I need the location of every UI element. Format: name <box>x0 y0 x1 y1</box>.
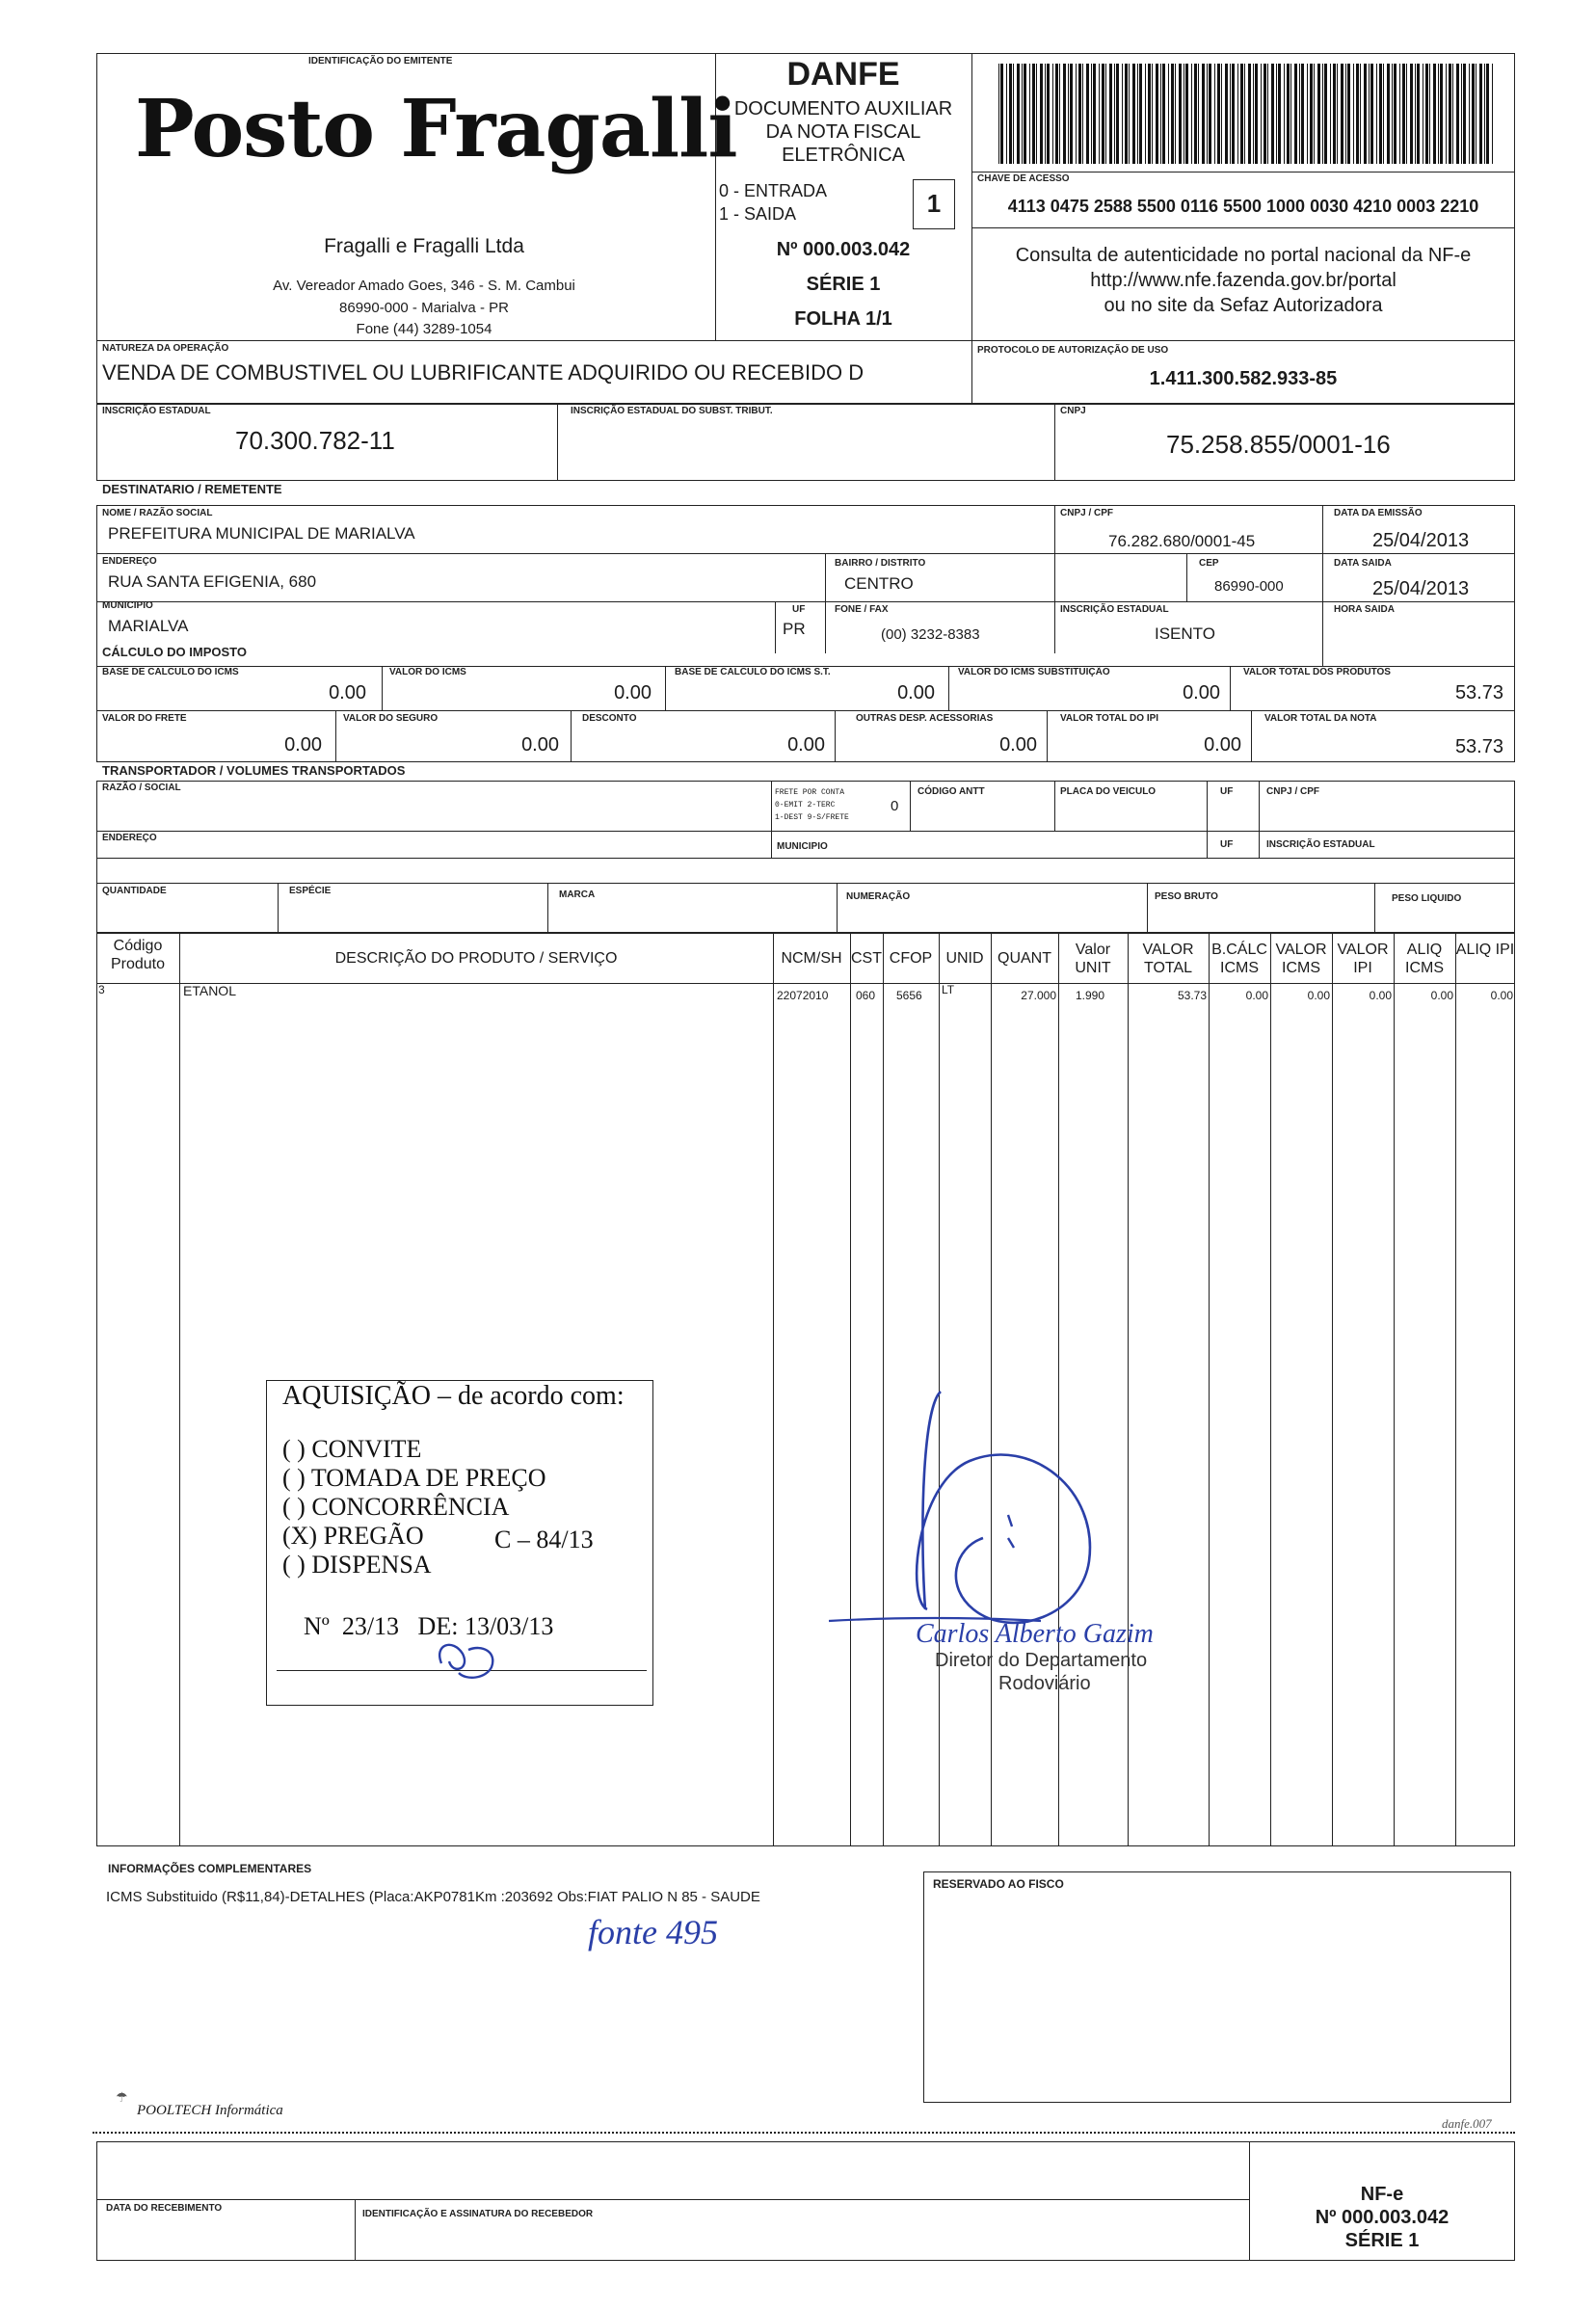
danfe-entrada: 0 - ENTRADA <box>719 181 828 200</box>
barcode-bar <box>1287 64 1290 164</box>
th-descricao: DESCRIÇÃO DO PRODUTO / SERVIÇO <box>334 950 618 967</box>
pooltech: POOLTECH Informática <box>137 2103 283 2118</box>
barcode-bar <box>1070 64 1073 164</box>
uf-value: PR <box>783 620 806 638</box>
th-quant: QUANT <box>998 950 1051 967</box>
barcode-bar <box>1255 64 1258 164</box>
barcode-bar <box>1379 64 1382 164</box>
barcode-bar <box>1415 64 1416 164</box>
barcode-bar <box>1248 64 1251 164</box>
barcode-bar <box>1091 64 1092 164</box>
barcode-bar <box>1472 64 1475 164</box>
barcode-bar <box>998 64 999 164</box>
protocolo-value: 1.411.300.582.933-85 <box>1149 368 1338 389</box>
barcode-bar <box>1040 64 1043 164</box>
danfe-subtitle-2: DA NOTA FISCAL <box>765 121 921 143</box>
consulta-3: ou no site da Sefaz Autorizadora <box>1104 295 1383 316</box>
bc-st-value: 0.00 <box>897 682 935 703</box>
cell-valor-icms: 0.00 <box>1307 989 1330 1002</box>
barcode-bar <box>1244 64 1245 164</box>
table-column-divider <box>1455 933 1456 1846</box>
bairro-value: CENTRO <box>844 574 914 593</box>
peso-bruto-label: PESO BRUTO <box>1155 891 1218 902</box>
barcode-bar <box>1387 64 1390 164</box>
endereco-value: RUA SANTA EFIGENIA, 680 <box>108 572 317 591</box>
barcode-bar <box>1392 64 1393 164</box>
signature-scribble <box>819 1368 1137 1658</box>
danfe-tipo-box: 1 <box>913 179 955 229</box>
barcode-bar <box>1253 64 1254 164</box>
barcode-bar <box>1276 64 1277 164</box>
cep-value: 86990-000 <box>1214 578 1284 595</box>
barcode-bar <box>1230 64 1231 164</box>
recebimento-label: DATA DO RECEBIMENTO <box>106 2203 223 2214</box>
barcode-bar <box>1086 64 1089 164</box>
especie-label: ESPÉCIE <box>289 886 332 896</box>
nome-value: PREFEITURA MUNICIPAL DE MARIALVA <box>108 524 415 543</box>
barcode-bar <box>1369 64 1370 164</box>
barcode-bar <box>1029 64 1030 164</box>
cell-ncm: 22072010 <box>777 989 829 1002</box>
barcode-bar <box>1052 64 1053 164</box>
th-codigo: Código Produto <box>110 938 166 972</box>
bairro-label: BAIRRO / DISTRITO <box>835 558 926 569</box>
barcode-bar <box>1324 64 1327 164</box>
barcode-bar <box>1271 64 1274 164</box>
transp-uf-label: UF <box>1220 786 1234 797</box>
marca-label: MARCA <box>559 889 596 900</box>
peso-liquido-label: PESO LIQUIDO <box>1392 893 1462 904</box>
th-cfop: CFOP <box>889 950 933 967</box>
barcode-bar <box>1214 64 1215 164</box>
barcode-bar <box>1452 64 1453 164</box>
stamp-pregao-num: C – 84/13 <box>494 1526 594 1553</box>
imposto-section: CÁLCULO DO IMPOSTO <box>102 645 247 659</box>
emitente-endereco: Av. Vereador Amado Goes, 346 - S. M. Cambui <box>273 278 575 294</box>
icms-label: VALOR DO ICMS <box>389 667 466 677</box>
bc-icms-value: 0.00 <box>329 682 366 703</box>
recibo-numero: Nº 000.003.042 <box>1315 2207 1450 2228</box>
barcode-bar <box>1364 64 1367 164</box>
natureza-value: VENDA DE COMBUSTIVEL OU LUBRIFICANTE ADQUIRIDO OU RECEBIDO D <box>102 360 864 385</box>
th-aliq-ipi: ALIQ IPI <box>1455 942 1515 958</box>
barcode-bar <box>1307 64 1308 164</box>
barcode-bar <box>1099 64 1100 164</box>
info-handwritten: fonte 495 <box>588 1913 718 1951</box>
barcode-bar <box>1198 64 1199 164</box>
barcode-bar <box>1221 64 1222 164</box>
barcode-bar <box>1449 64 1451 164</box>
th-aliq-icms: ALIQ ICMS <box>1405 942 1444 976</box>
nome-label: NOME / RAZÃO SOCIAL <box>102 508 213 518</box>
barcode-bar <box>1171 64 1174 164</box>
ipi-label: VALOR TOTAL DO IPI <box>1060 713 1159 724</box>
barcode-bar <box>1217 64 1220 164</box>
signature-name: Carlos Alberto Gazim <box>916 1619 1154 1649</box>
fone-value: (00) 3232-8383 <box>881 626 980 643</box>
transp-uf2-label: UF <box>1220 839 1234 850</box>
total-nota-label: VALOR TOTAL DA NOTA <box>1264 713 1377 724</box>
barcode-bar <box>1036 64 1037 164</box>
barcode-bar <box>1290 64 1291 164</box>
transp-endereco-label: ENDEREÇO <box>102 833 157 843</box>
barcode-bar <box>1017 64 1020 164</box>
cnpj-label: CNPJ <box>1060 406 1086 416</box>
transp-cnpj-label: CNPJ / CPF <box>1266 786 1320 797</box>
barcode-bar <box>1045 64 1046 164</box>
cnpj-value: 75.258.855/0001-16 <box>1166 430 1391 459</box>
cell-quant: 27.000 <box>1021 989 1056 1002</box>
emitente-fone: Fone (44) 3289-1054 <box>356 321 492 337</box>
barcode-bar <box>1202 64 1205 164</box>
th-valor-ipi: VALOR IPI <box>1337 942 1389 976</box>
stamp-concorrencia: ( ) CONCORRÊNCIA <box>282 1493 510 1521</box>
barcode-bar <box>1322 64 1323 164</box>
danfe-subtitle-3: ELETRÔNICA <box>782 145 905 166</box>
info-label: INFORMAÇÕES COMPLEMENTARES <box>108 1862 312 1875</box>
destinatario-section: DESTINATARIO / REMETENTE <box>102 482 282 496</box>
table-column-divider <box>1270 933 1271 1846</box>
barcode-bar <box>1261 64 1262 164</box>
barcode-bar <box>1114 64 1115 164</box>
barcode-bar <box>1479 64 1482 164</box>
frete-value: 0.00 <box>284 734 322 756</box>
barcode-bar <box>1175 64 1176 164</box>
municipio-label: MUNICIPIO <box>102 600 153 611</box>
hora-label: HORA SAIDA <box>1334 604 1395 615</box>
barcode-bar <box>1237 64 1238 164</box>
danfe-title: DANFE <box>786 56 900 93</box>
barcode-bar <box>1406 64 1407 164</box>
frete-conta-l1: FRETE POR CONTA <box>775 788 845 797</box>
cell-cst: 060 <box>856 989 876 1002</box>
th-unid: UNID <box>945 950 984 967</box>
cell-descricao: ETANOL <box>183 983 236 998</box>
emitente-cidade: 86990-000 - Marialva - PR <box>339 300 509 316</box>
barcode-bar <box>1063 64 1066 164</box>
assinatura-label: IDENTIFICAÇÃO E ASSINATURA DO RECEBEDOR <box>362 2209 594 2219</box>
natureza-label: NATUREZA DA OPERAÇÃO <box>102 343 229 354</box>
barcode-bar <box>1191 64 1192 164</box>
th-bcalc-icms: B.CÁLC ICMS <box>1211 942 1267 976</box>
barcode-bar <box>1179 64 1182 164</box>
bc-st-label: BASE DE CALCULO DO ICMS S.T. <box>675 667 831 677</box>
cell-valor-unit: 1.990 <box>1075 989 1104 1002</box>
barcode-bar <box>1055 64 1058 164</box>
table-column-divider <box>1332 933 1333 1846</box>
danfe-code: danfe.007 <box>1442 2116 1492 2131</box>
danfe-numero: Nº 000.003.042 <box>776 239 911 260</box>
barcode-bar <box>1162 64 1165 164</box>
bc-icms-label: BASE DE CALCULO DO ICMS <box>102 667 239 677</box>
barcode-bar <box>1013 64 1014 164</box>
barcode-bar <box>1402 64 1405 164</box>
recibo-serie: SÉRIE 1 <box>1344 2230 1420 2251</box>
barcode-bar <box>1009 64 1012 164</box>
barcode-bar <box>1078 64 1081 164</box>
barcode-bar <box>1209 64 1211 164</box>
cell-bcalc-icms: 0.00 <box>1245 989 1268 1002</box>
barcode-bar <box>1461 64 1462 164</box>
antt-label: CÓDIGO ANTT <box>918 786 985 797</box>
emitente-razao: Fragalli e Fragalli Ltda <box>324 235 524 257</box>
ie-value: 70.300.782-11 <box>235 426 395 455</box>
fisco-label: RESERVADO AO FISCO <box>933 1877 1064 1891</box>
outras-label: OUTRAS DESP. ACESSORIAS <box>856 713 994 724</box>
barcode-bar <box>1333 64 1336 164</box>
barcode-bar <box>1000 64 1003 164</box>
rubric-mark <box>424 1625 511 1683</box>
barcode-bar <box>1024 64 1026 164</box>
signature-role2: Rodoviário <box>998 1673 1091 1694</box>
barcode-bar <box>1129 64 1130 164</box>
emissao-value: 25/04/2013 <box>1372 530 1470 551</box>
transp-ie-label: INSCRIÇÃO ESTADUAL <box>1266 839 1375 850</box>
transportador-section: TRANSPORTADOR / VOLUMES TRANSPORTADOS <box>102 763 406 778</box>
cell-aliq-ipi: 0.00 <box>1490 989 1513 1002</box>
pooltech-icon: ☂ <box>116 2089 128 2105</box>
ie-label: INSCRIÇÃO ESTADUAL <box>102 406 211 416</box>
numeracao-label: NUMERAÇÃO <box>846 891 911 902</box>
barcode-bar <box>1492 64 1493 164</box>
barcode-bar <box>1145 64 1146 164</box>
stamp-pregao: (X) PREGÃO <box>282 1522 424 1550</box>
emitente-label: IDENTIFICAÇÃO DO EMITENTE <box>308 56 453 66</box>
saida-value: 25/04/2013 <box>1372 578 1470 599</box>
table-column-divider <box>773 933 774 1846</box>
barcode-bar <box>1139 64 1142 164</box>
barcode-bar <box>1353 64 1354 164</box>
ie-st-label: INSCRIÇÃO ESTADUAL DO SUBST. TRIBUT. <box>571 406 773 416</box>
barcode-bar <box>1105 64 1106 164</box>
danfe-saida: 1 - SAIDA <box>719 204 797 224</box>
barcode-bar <box>1383 64 1384 164</box>
th-ncm: NCM/SH <box>781 950 842 967</box>
cell-cfop: 5656 <box>896 989 922 1002</box>
barcode-bar <box>1267 64 1268 164</box>
barcode-bar <box>1301 64 1304 164</box>
frete-conta-l2: 0-EMIT 2-TERC <box>775 801 836 809</box>
fisco-box <box>923 1871 1511 2103</box>
seguro-value: 0.00 <box>521 734 559 756</box>
dest-cnpj-value: 76.282.680/0001-45 <box>1108 532 1256 550</box>
barcode-bar <box>1185 64 1188 164</box>
barcode-bar <box>1194 64 1197 164</box>
chave-value: 4113 0475 2588 5500 0116 5500 1000 0030 4210 0003 2210 <box>1007 197 1479 216</box>
endereco-label: ENDEREÇO <box>102 556 157 567</box>
th-valor-unit: Valor UNIT <box>1075 942 1111 976</box>
barcode-bar <box>1330 64 1331 164</box>
barcode-bar <box>1125 64 1128 164</box>
th-valor-total: VALOR TOTAL <box>1142 942 1194 976</box>
barcode-bar <box>1225 64 1228 164</box>
ipi-value: 0.00 <box>1204 734 1241 756</box>
barcode-bar <box>1425 64 1428 164</box>
table-column-divider <box>179 933 180 1846</box>
barcode-bar <box>1093 64 1096 164</box>
consulta-2: http://www.nfe.fazenda.gov.br/portal <box>1090 270 1396 291</box>
frete-label: VALOR DO FRETE <box>102 713 187 724</box>
stamp-tomada: ( ) TOMADA DE PREÇO <box>282 1464 546 1492</box>
cell-codigo: 3 <box>98 983 105 996</box>
barcode-bar <box>1345 64 1346 164</box>
barcode-bar <box>1337 64 1338 164</box>
barcode-bar <box>1152 64 1153 164</box>
barcode-bar <box>1299 64 1300 164</box>
desconto-label: DESCONTO <box>582 713 637 724</box>
barcode-bar <box>1456 64 1459 164</box>
barcode-bar <box>1047 64 1050 164</box>
barcode-bar <box>1446 64 1447 164</box>
dest-ie-value: ISENTO <box>1155 624 1215 643</box>
cell-unid: LT <box>942 983 955 996</box>
icms-st-label: VALOR DO ICMS SUBSTITUIÇÃO <box>958 667 1110 677</box>
stamp-dispensa: ( ) DISPENSA <box>282 1551 432 1579</box>
barcode-bar <box>1137 64 1138 164</box>
emissao-label: DATA DA EMISSÃO <box>1334 508 1423 518</box>
th-valor-icms: VALOR ICMS <box>1275 942 1327 976</box>
seguro-label: VALOR DO SEGURO <box>343 713 439 724</box>
barcode-bar <box>1264 64 1266 164</box>
icms-value: 0.00 <box>614 682 652 703</box>
barcode-bar <box>1207 64 1208 164</box>
barcode-bar <box>1310 64 1313 164</box>
table-column-divider <box>1394 933 1395 1846</box>
frete-conta-value: 0 <box>891 798 899 814</box>
frete-conta-l3: 1-DEST 9-S/FRETE <box>775 813 849 822</box>
barcode-bar <box>1116 64 1119 164</box>
total-nota-value: 53.73 <box>1454 736 1503 757</box>
th-cst: CST <box>851 950 882 967</box>
barcode-bar <box>1278 64 1281 164</box>
stamp-convite: ( ) CONVITE <box>282 1435 422 1463</box>
barcode-bar <box>1438 64 1439 164</box>
barcode-bar <box>1102 64 1104 164</box>
protocolo-label: PROTOCOLO DE AUTORIZAÇÃO DE USO <box>977 345 1169 356</box>
barcode <box>998 64 1494 164</box>
barcode-bar <box>1059 64 1060 164</box>
barcode-bar <box>1068 64 1069 164</box>
barcode-bar <box>1317 64 1320 164</box>
barcode-bar <box>1109 64 1112 164</box>
table-column-divider <box>1209 933 1210 1846</box>
uf-label: UF <box>792 604 806 615</box>
barcode-bar <box>1341 64 1343 164</box>
barcode-bar <box>1082 64 1083 164</box>
cep-label: CEP <box>1199 558 1219 569</box>
barcode-bar <box>1032 64 1035 164</box>
fone-label: FONE / FAX <box>835 604 889 615</box>
cell-valor-total: 53.73 <box>1177 989 1207 1002</box>
barcode-bar <box>1168 64 1169 164</box>
consulta-1: Consulta de autenticidade no portal nacional da NF-e <box>1015 245 1472 266</box>
barcode-bar <box>1484 64 1485 164</box>
icms-st-value: 0.00 <box>1183 682 1220 703</box>
info-text: ICMS Substituido (R$11,84)-DETALHES (Placa:AKP0781Km :203692 Obs:FIAT PALIO N 85 - SAUDE <box>106 1889 760 1905</box>
barcode-bar <box>1240 64 1243 164</box>
barcode-bar <box>1347 64 1350 164</box>
barcode-bar <box>1360 64 1361 164</box>
barcode-bar <box>1429 64 1430 164</box>
barcode-bar <box>1232 64 1235 164</box>
barcode-bar <box>1417 64 1420 164</box>
recibo-nfe: NF-e <box>1360 2184 1404 2205</box>
barcode-bar <box>1148 64 1151 164</box>
barcode-bar <box>1463 64 1466 164</box>
barcode-bar <box>1399 64 1400 164</box>
barcode-bar <box>1469 64 1470 164</box>
barcode-bar <box>1314 64 1315 164</box>
barcode-bar <box>1284 64 1285 164</box>
emitente-logo: Posto Fragalli <box>135 83 737 175</box>
barcode-bar <box>1294 64 1297 164</box>
barcode-bar <box>1394 64 1396 164</box>
dest-cnpj-label: CNPJ / CPF <box>1060 508 1114 518</box>
danfe-subtitle: DOCUMENTO AUXILIAR <box>733 98 953 119</box>
placa-label: PLACA DO VEICULO <box>1060 786 1157 797</box>
barcode-bar <box>1022 64 1023 164</box>
barcode-bar <box>1160 64 1161 164</box>
barcode-bar <box>1356 64 1359 164</box>
danfe-folha: FOLHA 1/1 <box>794 308 892 330</box>
quantidade-label: QUANTIDADE <box>102 886 167 896</box>
desconto-value: 0.00 <box>787 734 825 756</box>
stamp-title: AQUISIÇÃO – de acordo com: <box>282 1381 625 1411</box>
total-prod-label: VALOR TOTAL DOS PRODUTOS <box>1243 667 1391 677</box>
total-prod-value: 53.73 <box>1454 682 1503 703</box>
danfe-serie: SÉRIE 1 <box>806 274 881 295</box>
barcode-bar <box>1132 64 1135 164</box>
municipio-value: MARIALVA <box>108 617 189 635</box>
barcode-bar <box>1006 64 1007 164</box>
transp-municipio-label: MUNICIPIO <box>777 841 828 852</box>
barcode-bar <box>1076 64 1077 164</box>
saida-label: DATA SAIDA <box>1334 558 1392 569</box>
barcode-bar <box>1156 64 1158 164</box>
transp-razao-label: RAZÃO / SOCIAL <box>102 783 181 793</box>
cell-valor-ipi: 0.00 <box>1369 989 1392 1002</box>
signature-role1: Diretor do Departamento <box>935 1650 1148 1671</box>
chave-label: CHAVE DE ACESSO <box>977 173 1070 184</box>
dest-ie-label: INSCRIÇÃO ESTADUAL <box>1060 604 1169 615</box>
barcode-bar <box>1122 64 1123 164</box>
stamp-numero: Nº 23/13 DE: 13/03/13 <box>304 1612 554 1640</box>
barcode-bar <box>1376 64 1377 164</box>
barcode-bar <box>1410 64 1413 164</box>
barcode-bar <box>1440 64 1443 164</box>
barcode-bar <box>1433 64 1436 164</box>
outras-value: 0.00 <box>999 734 1037 756</box>
cell-aliq-icms: 0.00 <box>1430 989 1453 1002</box>
barcode-bar <box>1370 64 1373 164</box>
barcode-bar <box>1486 64 1489 164</box>
